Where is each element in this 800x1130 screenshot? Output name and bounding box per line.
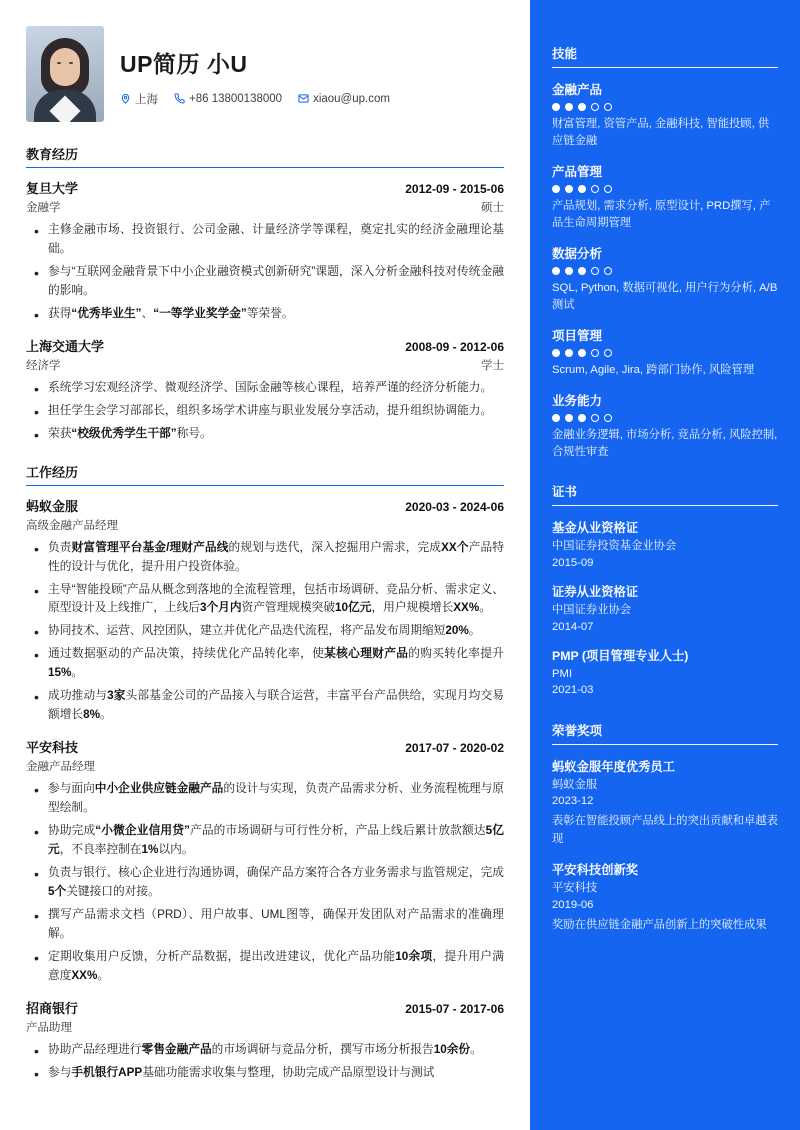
entry-head: [26, 737, 504, 756]
skill-level-dots: [552, 185, 778, 193]
contact-phone-text: +86 13800138000: [189, 92, 283, 105]
section-title-skills: 技能: [552, 44, 778, 68]
list-item: • 担任学生会学习部部长，组织多场学术讲座与职业发展分享活动，提升组织协调能力。: [26, 402, 504, 421]
education-entry: [26, 336, 504, 444]
skill-dot: [578, 267, 586, 275]
certificate-org: 中国证券业协会: [552, 604, 632, 617]
contact-location-text: 上海: [135, 93, 158, 106]
certificate-date: 2021-03: [552, 684, 594, 697]
certificate-name: 基金从业资格证: [552, 521, 639, 536]
list-item: • 参与“互联网金融背景下中小企业融资模式创新研究”课题，深入分析金融科技对传统金融的影响。: [26, 263, 504, 301]
contact-location: [120, 91, 158, 107]
entry-head: [26, 998, 504, 1017]
work-date: 2017-07 - 2020-02: [405, 741, 504, 756]
location-icon: [120, 93, 131, 104]
resume-right-column: [530, 0, 800, 1130]
contact-email-text: xiaou@up.com: [313, 92, 390, 105]
skill-dot: [591, 267, 599, 275]
skill-dot: [591, 185, 599, 193]
list-item: • 协同技术、运营、风控团队，建立并优化产品迭代流程，将产品发布周期缩短20%。: [26, 622, 504, 641]
entry-head: [26, 178, 504, 197]
list-item: • 主导“智能投顾”产品从概念到落地的全流程管理，包括市场调研、竞品分析、需求定义、原型设计及上线推广，上线后3个月内资产管理规模突破10亿元，用户规模增长XX%。: [26, 581, 504, 619]
list-item: • 获得“优秀毕业生”、“一等学业奖学金”等荣誉。: [26, 305, 504, 324]
avatar-eye-right: [69, 62, 73, 64]
section-title-certificates: 证书: [552, 482, 778, 506]
work-company: 蚂蚁金服: [26, 498, 79, 514]
mail-icon: [298, 93, 309, 104]
skill-dot: [604, 103, 612, 111]
skill-dot: [604, 349, 612, 357]
skill-dot: [578, 103, 586, 111]
skill-dot: [552, 267, 560, 275]
avatar-face: [50, 48, 80, 86]
skill-item: [552, 162, 778, 232]
work-list: [26, 496, 504, 1083]
skill-desc: Scrum, Agile, Jira, 跨部门协作, 风险管理: [552, 363, 755, 376]
skill-name: 数据分析: [552, 246, 603, 261]
work-role: 产品助理: [26, 1021, 72, 1034]
contact-row: [120, 91, 400, 107]
section-title-awards: 荣誉奖项: [552, 721, 778, 745]
skill-dot: [565, 349, 573, 357]
section-title-education: 教育经历: [26, 144, 504, 168]
skill-level-dots: [552, 349, 778, 357]
list-item: • 通过数据驱动的产品决策，持续优化产品转化率，使某核心理财产品的购买转化率提升15%。: [26, 645, 504, 683]
skill-dot: [552, 103, 560, 111]
skill-level-dots: [552, 267, 778, 275]
skill-dot: [591, 414, 599, 422]
skill-dot: [565, 267, 573, 275]
list-item: • 撰写产品需求文档（PRD）、用户故事、UML图等，确保开发团队对产品需求的准确理解。: [26, 906, 504, 944]
skill-dot: [565, 185, 573, 193]
skill-dot: [591, 349, 599, 357]
entry-sub: [26, 1019, 504, 1035]
education-school: 上海交通大学: [26, 338, 105, 354]
work-bullets: [26, 539, 504, 726]
list-item: • 协助产品经理进行零售金融产品的市场调研与竞品分析，撰写市场分析报告10余份。: [26, 1041, 504, 1060]
list-item: • 负责与银行、核心企业进行沟通协调，确保产品方案符合各方业务需求与监管规定，完成5个关键接口的对接。: [26, 864, 504, 902]
work-entry: [26, 998, 504, 1083]
profile-header: [26, 26, 504, 122]
work-entry: [26, 496, 504, 726]
skill-name: 业务能力: [552, 393, 603, 408]
education-bullets: [26, 221, 504, 324]
skill-dot: [552, 185, 560, 193]
education-degree: 学士: [481, 359, 504, 372]
list-item: • 参与手机银行APP基础功能需求收集与整理，协助完成产品原型设计与测试: [26, 1064, 504, 1083]
list-item: • 成功推动与3家头部基金公司的产品接入与联合运营，丰富平台产品供给，实现月均交易额增长8%。: [26, 687, 504, 725]
skill-dot: [578, 185, 586, 193]
certificate-date: 2014-07: [552, 620, 594, 633]
certificate-name: PMP (项目管理专业人士): [552, 648, 689, 663]
phone-icon: [174, 93, 185, 104]
list-item: • 协助完成“小微企业信用贷”产品的市场调研与可行性分析，产品上线后累计放款额达5亿元，不良率控制在1%以内。: [26, 822, 504, 860]
contact-email: [298, 93, 390, 105]
skill-dot: [604, 267, 612, 275]
certificate-name: 证券从业资格证: [552, 585, 639, 600]
education-degree: 硕士: [481, 202, 504, 214]
skill-desc: 财富管理, 资管产品, 金融科技, 智能投顾, 供应链金融: [552, 118, 770, 147]
award-date: 2019-06: [552, 898, 594, 911]
skill-level-dots: [552, 414, 778, 422]
work-date: 2020-03 - 2024-06: [405, 499, 504, 514]
skill-dot: [552, 414, 560, 422]
list-item: • 荣获“校级优秀学生干部”称号。: [26, 425, 504, 444]
education-major: 经济学: [26, 359, 61, 372]
certificate-item: [552, 646, 778, 699]
education-school: 复旦大学: [26, 181, 79, 196]
skill-name: 金融产品: [552, 83, 603, 97]
certificate-item: [552, 518, 778, 571]
award-item: [552, 860, 778, 934]
list-item: • 参与面向中小企业供应链金融产品的设计与实现，负责产品需求分析、业务流程梳理与原型绘制。: [26, 780, 504, 818]
list-item: • 定期收集用户反馈，分析产品数据，提出改进建议，优化产品功能10余项，提升用户满意度XX%。: [26, 948, 504, 986]
skill-dot: [591, 103, 599, 111]
award-item: [552, 757, 778, 849]
entry-sub: [26, 517, 504, 533]
education-list: [26, 178, 504, 444]
contact-phone: [174, 93, 282, 105]
certificate-org: 中国证券投资基金业协会: [552, 540, 677, 553]
work-role: 金融产品经理: [26, 761, 95, 774]
education-date: 2008-09 - 2012-06: [405, 339, 504, 354]
skill-name: 产品管理: [552, 164, 603, 179]
skill-item: [552, 391, 778, 461]
entry-sub: [26, 199, 504, 215]
education-entry: [26, 178, 504, 324]
education-date: 2012-09 - 2015-06: [405, 182, 504, 196]
certificate-org: PMI: [552, 667, 573, 680]
skill-dot: [604, 414, 612, 422]
list-item: • 系统学习宏观经济学、微观经济学、国际金融等核心课程，培养严谨的经济分析能力。: [26, 379, 504, 398]
award-date: 2023-12: [552, 795, 594, 808]
name-block: [120, 42, 400, 107]
skill-item: [552, 326, 778, 379]
education-major: 金融学: [26, 202, 61, 214]
work-entry: [26, 737, 504, 986]
skill-dot: [565, 414, 573, 422]
avatar-eye-left: [57, 62, 61, 64]
skill-dot: [578, 349, 586, 357]
entry-head: [26, 496, 504, 515]
list-item: • 主修金融市场、投资银行、公司金融、计量经济学等课程，奠定扎实的经济金融理论基础。: [26, 221, 504, 259]
skill-dot: [578, 414, 586, 422]
award-desc: 表彰在智能投顾产品线上的突出贡献和卓越表现: [552, 815, 778, 845]
entry-sub: [26, 758, 504, 774]
certificate-date: 2015-09: [552, 556, 594, 569]
award-org: 蚂蚁金服: [552, 778, 598, 791]
work-date: 2015-07 - 2017-06: [405, 1001, 504, 1016]
skill-desc: 产品规划, 需求分析, 原型设计, PRD撰写, 产品生命周期管理: [552, 199, 771, 229]
work-company: 平安科技: [26, 740, 79, 756]
page-title: UP简历 小U: [120, 50, 248, 77]
skill-dot: [565, 103, 573, 111]
entry-sub: [26, 357, 504, 373]
education-bullets: [26, 379, 504, 444]
section-title-work: 工作经历: [26, 462, 504, 486]
award-name: 蚂蚁金服年度优秀员工: [552, 759, 675, 774]
award-org: 平安科技: [552, 882, 598, 895]
award-desc: 奖励在供应链金融产品创新上的突破性成果: [552, 919, 767, 932]
skill-desc: 金融业务逻辑, 市场分析, 竞品分析, 风险控制, 合规性审查: [552, 428, 778, 458]
work-company: 招商银行: [26, 1000, 79, 1016]
work-bullets: [26, 1041, 504, 1083]
award-name: 平安科技创新奖: [552, 863, 639, 878]
skill-dot: [552, 349, 560, 357]
entry-head: [26, 336, 504, 355]
skill-item: [552, 244, 778, 314]
work-bullets: [26, 780, 504, 986]
skill-desc: SQL, Python, 数据可视化, 用户行为分析, A/B测试: [552, 281, 778, 311]
skill-name: 项目管理: [552, 328, 603, 343]
avatar: [26, 26, 104, 122]
work-role: 高级金融产品经理: [26, 519, 118, 532]
list-item: • 负责财富管理平台基金/理财产品线的规划与迭代，深入挖掘用户需求，完成XX个产品特性的设计与优化，提升用户投资体验。: [26, 539, 504, 577]
skill-dot: [604, 185, 612, 193]
skill-item: [552, 80, 778, 150]
certificate-item: [552, 582, 778, 635]
skill-level-dots: [552, 103, 778, 111]
